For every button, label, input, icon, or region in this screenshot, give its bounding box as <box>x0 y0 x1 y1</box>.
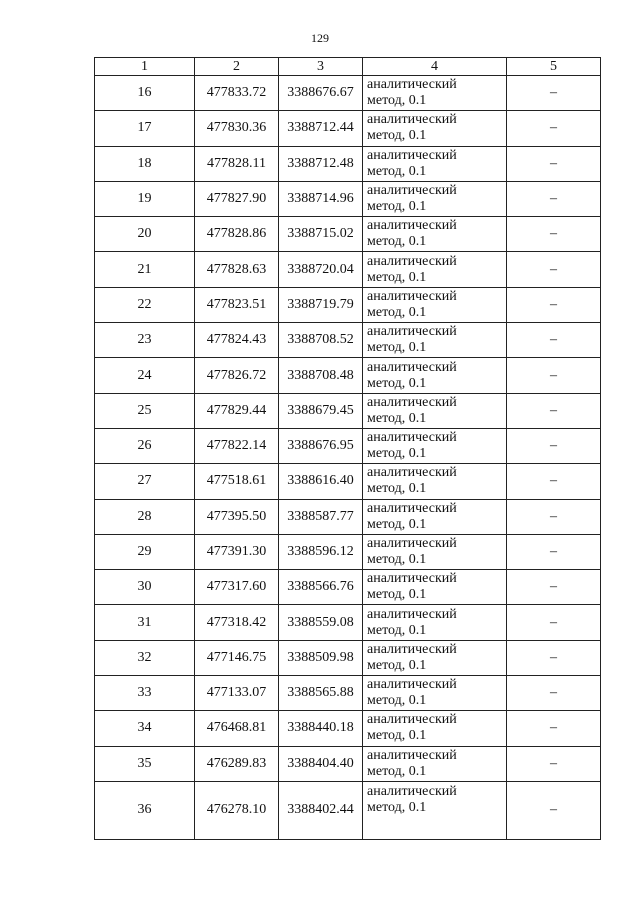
point-number-cell: 24 <box>95 358 195 393</box>
method-line-2: метод, 0.1 <box>367 410 427 426</box>
table-row <box>95 534 601 569</box>
method-line-1: аналитический <box>367 606 457 622</box>
x-coordinate-cell: 477146.75 <box>195 640 279 675</box>
method-cell <box>363 76 507 111</box>
method-line-2: метод, 0.1 <box>367 163 427 179</box>
point-number-cell: 36 <box>95 781 195 839</box>
point-number-cell: 23 <box>95 323 195 358</box>
x-coordinate-cell: 477828.63 <box>195 252 279 287</box>
method-line-2: метод, 0.1 <box>367 481 427 497</box>
method-line-1: аналитический <box>367 288 457 304</box>
point-number-cell: 26 <box>95 428 195 463</box>
method-line-1: аналитический <box>367 500 457 516</box>
method-line-1: аналитический <box>367 641 457 657</box>
y-coordinate-cell: 3388402.44 <box>279 781 363 839</box>
point-number-cell: 32 <box>95 640 195 675</box>
table-row <box>95 393 601 428</box>
note-cell: – <box>507 217 601 252</box>
method-line-1: аналитический <box>367 147 457 163</box>
method-cell <box>363 323 507 358</box>
y-coordinate-cell: 3388712.48 <box>279 146 363 181</box>
table-row <box>95 358 601 393</box>
y-coordinate-cell: 3388509.98 <box>279 640 363 675</box>
y-coordinate-cell: 3388404.40 <box>279 746 363 781</box>
method-cell <box>363 640 507 675</box>
method-line-1: аналитический <box>367 677 457 693</box>
method-line-1: аналитический <box>367 112 457 128</box>
method-line-1: аналитический <box>367 536 457 551</box>
method-line-1: аналитический <box>367 359 457 375</box>
table-row <box>95 676 601 711</box>
point-number-cell: 27 <box>95 464 195 499</box>
method-cell <box>363 111 507 146</box>
method-line-2: метод, 0.1 <box>367 234 427 250</box>
note-cell: – <box>507 428 601 463</box>
table-row <box>95 640 601 675</box>
method-cell <box>363 287 507 322</box>
method-line-1: аналитический <box>367 783 457 799</box>
method-line-1: аналитический <box>367 430 457 446</box>
point-number-cell: 31 <box>95 605 195 640</box>
table-row <box>95 76 601 111</box>
table-row <box>95 464 601 499</box>
x-coordinate-cell: 477822.14 <box>195 428 279 463</box>
table-row <box>95 711 601 746</box>
method-cell <box>363 781 507 839</box>
method-line-1: аналитический <box>367 77 457 93</box>
point-number-cell: 28 <box>95 499 195 534</box>
y-coordinate-cell: 3388566.76 <box>279 570 363 605</box>
x-coordinate-cell: 477824.43 <box>195 323 279 358</box>
method-line-2: метод, 0.1 <box>367 552 427 567</box>
method-line-2: метод, 0.1 <box>367 340 427 356</box>
x-coordinate-cell: 477391.30 <box>195 534 279 569</box>
method-cell <box>363 711 507 746</box>
x-coordinate-cell: 477518.61 <box>195 464 279 499</box>
table-row <box>95 323 601 358</box>
y-coordinate-cell: 3388587.77 <box>279 499 363 534</box>
y-coordinate-cell: 3388679.45 <box>279 393 363 428</box>
x-coordinate-cell: 477133.07 <box>195 676 279 711</box>
table-row <box>95 428 601 463</box>
note-cell: – <box>507 746 601 781</box>
method-line-1: аналитический <box>367 253 457 269</box>
y-coordinate-cell: 3388559.08 <box>279 605 363 640</box>
point-number-cell: 16 <box>95 76 195 111</box>
method-line-1: аналитический <box>367 465 457 481</box>
note-cell: – <box>507 252 601 287</box>
method-cell <box>363 146 507 181</box>
table-row <box>95 287 601 322</box>
method-line-2: метод, 0.1 <box>367 657 427 673</box>
y-coordinate-cell: 3388720.04 <box>279 252 363 287</box>
method-cell <box>363 499 507 534</box>
point-number-cell: 34 <box>95 711 195 746</box>
note-cell: – <box>507 499 601 534</box>
table-header-row <box>95 58 601 76</box>
method-line-2: метод, 0.1 <box>367 693 427 709</box>
method-line-2: метод, 0.1 <box>367 269 427 285</box>
x-coordinate-cell: 477826.72 <box>195 358 279 393</box>
y-coordinate-cell: 3388715.02 <box>279 217 363 252</box>
note-cell: – <box>507 111 601 146</box>
method-cell <box>363 534 507 569</box>
y-coordinate-cell: 3388596.12 <box>279 534 363 569</box>
point-number-cell: 35 <box>95 746 195 781</box>
table-row <box>95 781 601 839</box>
method-cell <box>363 393 507 428</box>
point-number-cell: 20 <box>95 217 195 252</box>
method-line-1: аналитический <box>367 712 457 728</box>
method-line-2: метод, 0.1 <box>367 128 427 144</box>
method-line-2: метод, 0.1 <box>367 375 427 391</box>
table-row <box>95 605 601 640</box>
note-cell: – <box>507 781 601 839</box>
method-cell <box>363 676 507 711</box>
x-coordinate-cell: 477830.36 <box>195 111 279 146</box>
method-line-2: метод, 0.1 <box>367 516 427 532</box>
method-line-2: метод, 0.1 <box>367 587 427 603</box>
point-number-cell: 21 <box>95 252 195 287</box>
x-coordinate-cell: 477829.44 <box>195 393 279 428</box>
column-header-1: 1 <box>95 58 195 76</box>
method-line-2: метод, 0.1 <box>367 763 427 779</box>
column-header-3: 3 <box>279 58 363 76</box>
point-number-cell: 17 <box>95 111 195 146</box>
point-number-cell: 30 <box>95 570 195 605</box>
y-coordinate-cell: 3388714.96 <box>279 181 363 216</box>
point-number-cell: 33 <box>95 676 195 711</box>
x-coordinate-cell: 476289.83 <box>195 746 279 781</box>
table-body <box>95 76 601 840</box>
table-row <box>95 252 601 287</box>
y-coordinate-cell: 3388676.95 <box>279 428 363 463</box>
note-cell: – <box>507 605 601 640</box>
table-row <box>95 217 601 252</box>
point-number-cell: 22 <box>95 287 195 322</box>
x-coordinate-cell: 477317.60 <box>195 570 279 605</box>
column-header-2: 2 <box>195 58 279 76</box>
y-coordinate-cell: 3388565.88 <box>279 676 363 711</box>
note-cell: – <box>507 464 601 499</box>
y-coordinate-cell: 3388712.44 <box>279 111 363 146</box>
method-cell <box>363 217 507 252</box>
method-cell <box>363 464 507 499</box>
method-line-1: аналитический <box>367 571 457 587</box>
method-line-2: метод, 0.1 <box>367 93 427 109</box>
note-cell: – <box>507 534 601 569</box>
method-line-2: метод, 0.1 <box>367 799 427 815</box>
y-coordinate-cell: 3388708.52 <box>279 323 363 358</box>
note-cell: – <box>507 570 601 605</box>
table-row <box>95 181 601 216</box>
table-row <box>95 499 601 534</box>
note-cell: – <box>507 676 601 711</box>
y-coordinate-cell: 3388616.40 <box>279 464 363 499</box>
point-number-cell: 25 <box>95 393 195 428</box>
y-coordinate-cell: 3388676.67 <box>279 76 363 111</box>
method-cell <box>363 252 507 287</box>
method-line-2: метод, 0.1 <box>367 446 427 462</box>
method-line-1: аналитический <box>367 324 457 340</box>
method-line-2: метод, 0.1 <box>367 304 427 320</box>
method-cell <box>363 746 507 781</box>
method-line-1: аналитический <box>367 394 457 410</box>
note-cell: – <box>507 287 601 322</box>
x-coordinate-cell: 477828.11 <box>195 146 279 181</box>
note-cell: – <box>507 323 601 358</box>
coordinates-table <box>94 57 601 840</box>
method-line-2: метод, 0.1 <box>367 622 427 638</box>
table-row <box>95 570 601 605</box>
x-coordinate-cell: 477828.86 <box>195 217 279 252</box>
point-number-cell: 19 <box>95 181 195 216</box>
method-cell <box>363 605 507 640</box>
method-cell <box>363 181 507 216</box>
method-line-2: метод, 0.1 <box>367 199 427 215</box>
table-row <box>95 146 601 181</box>
method-line-1: аналитический <box>367 183 457 199</box>
method-cell <box>363 358 507 393</box>
column-header-4: 4 <box>363 58 507 76</box>
table-row <box>95 111 601 146</box>
method-cell <box>363 428 507 463</box>
note-cell: – <box>507 76 601 111</box>
point-number-cell: 18 <box>95 146 195 181</box>
x-coordinate-cell: 477395.50 <box>195 499 279 534</box>
y-coordinate-cell: 3388719.79 <box>279 287 363 322</box>
note-cell: – <box>507 711 601 746</box>
method-cell <box>363 570 507 605</box>
table-row <box>95 746 601 781</box>
point-number-cell: 29 <box>95 534 195 569</box>
x-coordinate-cell: 476468.81 <box>195 711 279 746</box>
note-cell: – <box>507 640 601 675</box>
method-line-1: аналитический <box>367 218 457 234</box>
x-coordinate-cell: 477827.90 <box>195 181 279 216</box>
note-cell: – <box>507 146 601 181</box>
x-coordinate-cell: 476278.10 <box>195 781 279 839</box>
x-coordinate-cell: 477318.42 <box>195 605 279 640</box>
y-coordinate-cell: 3388440.18 <box>279 711 363 746</box>
note-cell: – <box>507 358 601 393</box>
method-line-2: метод, 0.1 <box>367 728 427 744</box>
x-coordinate-cell: 477823.51 <box>195 287 279 322</box>
column-header-5: 5 <box>507 58 601 76</box>
method-line-1: аналитический <box>367 747 457 763</box>
note-cell: – <box>507 393 601 428</box>
page-number: 129 <box>311 31 329 45</box>
note-cell: – <box>507 181 601 216</box>
y-coordinate-cell: 3388708.48 <box>279 358 363 393</box>
x-coordinate-cell: 477833.72 <box>195 76 279 111</box>
